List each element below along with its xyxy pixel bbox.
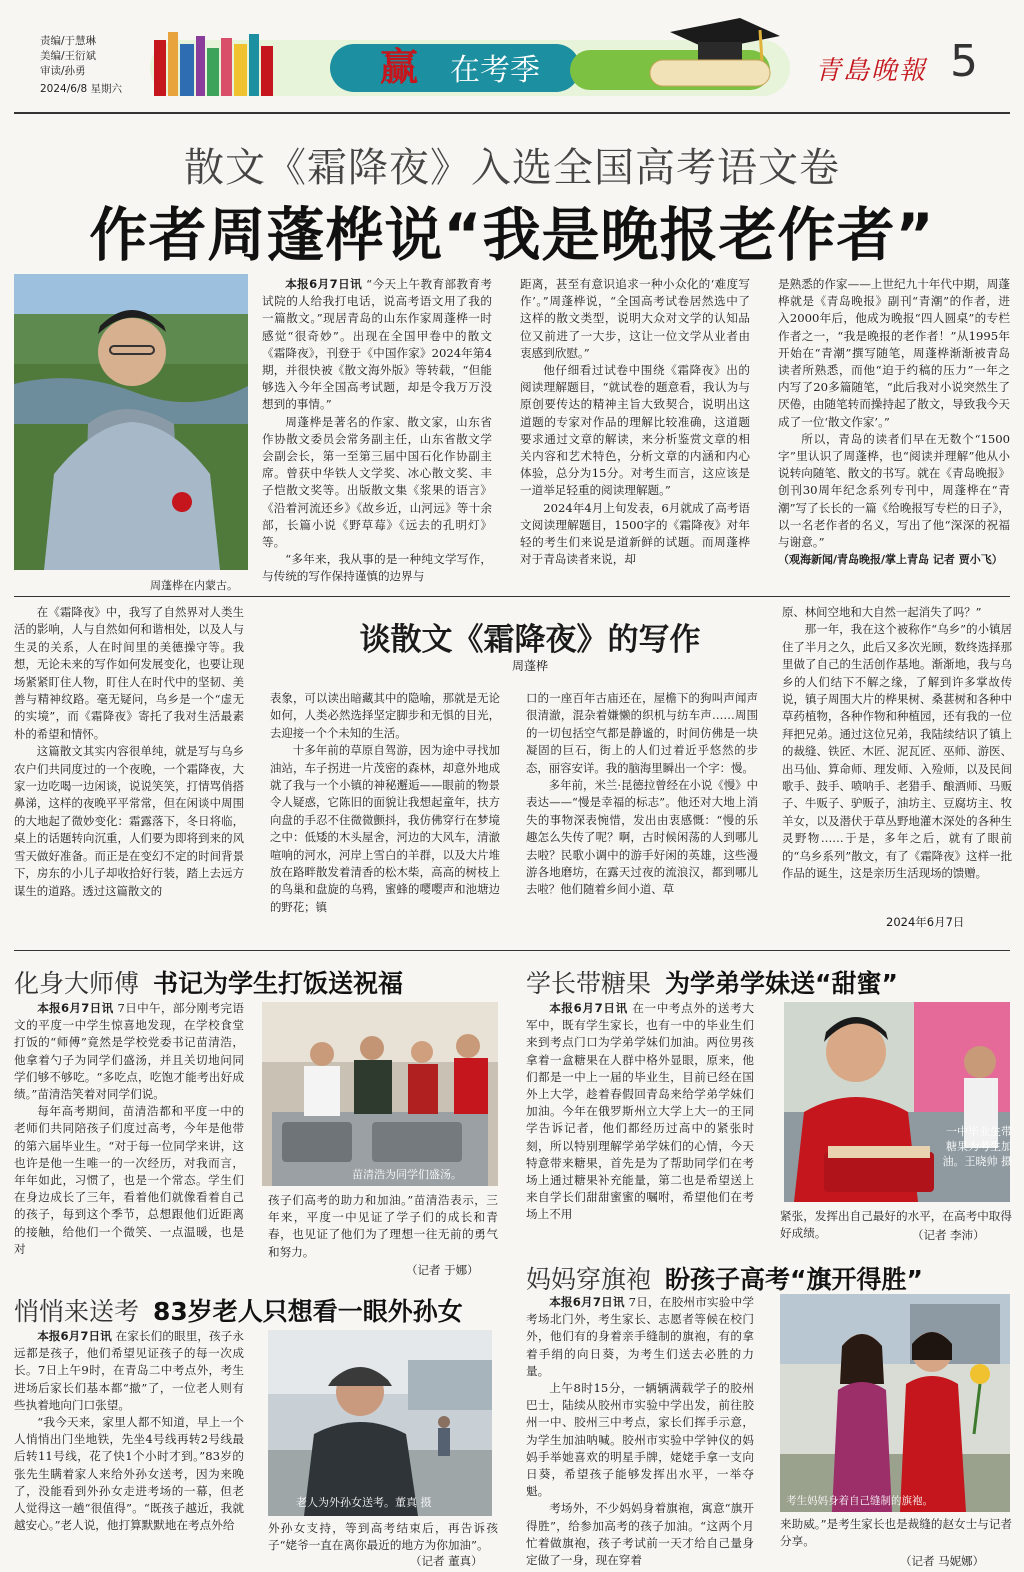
essay-paragraph: 表象，可以读出暗藏其中的隐喻，那就是无论如何，人类必然选择坚定脚步和无惧的目光，去迎接一个个未知的生活。 xyxy=(270,691,500,740)
story-text: 7日，在胶州市实验中学考场北门外，考生家长、志愿者等候在校门外，他们有的身着亲手缝制的旗袍，有的拿着手绢的向日葵，为考生们送去必胜的力量。 xyxy=(526,1295,754,1378)
story-paragraph: 紧张，发挥出自己最好的水平，在高考中取得好成绩。 xyxy=(780,1209,1012,1241)
section-divider xyxy=(14,596,1010,597)
qipao-photo-caption: 考生妈妈身着自己缝制的旗袍。 xyxy=(786,1495,933,1507)
story-kicker: 化身大师傅 xyxy=(14,969,140,998)
essay-col-3 xyxy=(526,690,758,934)
essay-paragraph: 那一年，我在这个被称作“乌乡”的小镇居住了半月之久，此后又多次光顾，数终选择那里做了自己的生活创作基地。渐渐地，我与乌乡的人们结下不解之缘，了解到许多掌故传说，镇子周围大片的桦果树、桑葚树和各种中草药植物，各种作物和种植园，还有我的一位拜把兄弟。通过这位兄弟，我陆续结识了镇上的裁缝、铁匠、木匠、泥瓦匠、巫师、游医、出马仙、算命师、理发师、入殓师，以及民间歌手、鼓手、喷呐手、老猎手、酿酒师、马贩子、牛贩子、驴贩子，油坊主、豆腐坊主、牧羊女，以及潜伏于草丛野地灌木深处的各种生灵野物……于是，多年之后，就有了眼前的“乌乡系列”散文，有了《霜降夜》这样一批作品的诞生，这是亲历生活现场的馈赠。 xyxy=(782,622,1012,881)
candy-photo xyxy=(784,1002,1010,1202)
story-title: 书记为学生打饭送祝福 xyxy=(153,969,404,998)
essay-col-1 xyxy=(14,604,244,934)
story-title: 为学弟学妹送“甜蜜” xyxy=(665,969,898,998)
essay-paragraph: 口的一座百年古庙还在，屋檐下的狗叫声闻声很清澈，混杂着嫌懒的织机与纺车声……周围的一切包括空气都是静谧的，时间仿佛是一块凝固的巨石，街上的人们过着近乎悠然的步态，丽容安详。我的脑海里瞬出一个字：慢。 xyxy=(526,691,758,775)
dateline: 本报6月7日讯 xyxy=(549,1295,625,1309)
candy-photo-caption: 一中毕业生带糖果为考生加油。王晓帅 摄 xyxy=(942,1125,1012,1168)
headline-title: 作者周蓬桦说“我是晚报老作者” xyxy=(89,201,935,269)
lead-story-byline: （观海新闻/青岛晚报/掌上青岛 记者 贾小飞） xyxy=(778,553,1003,567)
lead-story-col-2 xyxy=(520,276,750,586)
story-candy-heading xyxy=(526,964,898,1000)
essay-paragraph: 原、林间空地和大自然一起消失了吗？” xyxy=(782,605,982,619)
lead-story-col-3 xyxy=(778,276,1010,586)
dateline: 本报6月7日讯 xyxy=(285,277,363,291)
story-paragraph: 来助威。”是考生家长也是裁缝的赵女士与记者分享。 xyxy=(780,1517,1012,1549)
essay-paragraph: 十多年前的草原自驾游，因为途中寻找加油站，车子拐进一片茂密的森林，却意外地成就了我与一个小镇的神秘邂逅——眼前的物景令人疑惑，它陈旧的面貌让我想起童年，扶方向盘的手忍不住微微颤抖，我仿佛穿行在梦境之中：低矮的木头屋舍，河边的大风车，清澈喧响的河水，河岸上雪白的羊群，以及大片堆放在路畔散发着清香的松木柴，高高的树枝上的鸟巢和盘旋的乌鸦，蜜蜂的嘤嘤声和池塘边的野花；镇 xyxy=(270,743,500,914)
dateline: 本报6月7日讯 xyxy=(37,1001,114,1015)
banner-big-char: 赢 xyxy=(380,45,419,89)
story-master-heading xyxy=(14,964,403,1000)
story-byline: （记者 于娜） xyxy=(406,1263,479,1277)
story-paragraph: 每年高考期间，苗清浩都和平度一中的老师们共同陪孩子们度过高考，今年是他带的第六届毕业生。“对于每一位同学来讲，这也许是他一生唯一的一次经历，对我而言，年年如此，习惯了，也是一个常态。学生们在身边成长了三年，看着他们就像看着自己的孩子，每到这个季节，总想跟他们近距离的接触，给他们一个微笑、一点温暖，也是对 xyxy=(14,1104,244,1256)
story-kicker: 悄悄来送考 xyxy=(14,1297,140,1326)
masthead-meta xyxy=(40,34,122,97)
headline-kicker: 散文《霜降夜》入选全国高考语文卷 xyxy=(184,145,840,191)
story-title: 83岁老人只想看一眼外孙女 xyxy=(153,1297,463,1326)
lead-story-paragraph: 周蓬桦是著名的作家、散文家，山东省作协散文委员会常务副主任，山东省散文学会副会长，第一至第三届中国石化作协副主席。曾获中华铁人文学奖、冰心散文奖、丰子恺散文奖等。出版散文集《浆果的语言》《沿着河流还乡》《故乡近，山河远》等十余部，长篇小说《野草莓》《远去的孔明灯》等。 xyxy=(262,414,492,550)
section-divider xyxy=(14,950,1010,951)
story-byline: （记者 李沛） xyxy=(912,1228,985,1242)
editor-credit: 责编/于慧琳 xyxy=(40,35,97,47)
lead-story-paragraph: 是熟悉的作家——上世纪九十年代中期，周蓬桦就是《青岛晚报》副刊“青潮”的作者，进入2000年后，他成为晚报“四人圆桌”的专栏作者之一，“我是晚报的老作者！”从1995年开始在“青潮”撰写随笔，周蓬桦渐渐被青岛读者所熟悉，而他“迫于约稿的压力”一年之内写了20多篇随笔，“此后我对小说突然生了厌倦，由随笔转而操持起了散文，导致我今天成了一位‘散文作家’。” xyxy=(778,277,1010,429)
story-master-col-1 xyxy=(14,1000,244,1278)
story-kicker: 妈妈穿旗袍 xyxy=(526,1265,652,1294)
essay-paragraph: 在《霜降夜》中，我写了自然界对人类生活的影响，人与自然如何和谐相处，以及人与生灵的关系，人在时间里的美德操守等。我想，无论未来的写作如何发展变化，也要让现场紧紧盯住人物，盯住人在时代中的坚韧、美善与精神纹路。毫无疑问，乌乡是一个“虚无的实境”，而《霜降夜》寄托了我对生活最素朴的希望和情怀。 xyxy=(14,605,244,741)
lead-story-paragraph: 距离，甚至有意识追求一种小众化的‘难度写作’。”周蓬桦说，“全国高考试卷居然选中了这样的散文类型，说明大众对文学的认知品位又前进了一大步，这让一位文学从业者由衷感到欣慰。” xyxy=(520,277,750,360)
story-elder-col-1 xyxy=(14,1328,244,1572)
lead-story-paragraph: 所以，青岛的读者们早在无数个“1500字”里认识了周蓬桦，也“阅读并理解”他从小说转向随笔、散文的书写。就在《青岛晚报》创刊30周年纪念系列专刊中，周蓬桦在“青潮”写了长长的一篇《给晚报写专栏的日子》，以一名老作者的名义，写出了他“深深的祝福与谢意。” xyxy=(778,431,1010,550)
story-kicker: 学长带糖果 xyxy=(526,969,652,998)
reviewer-credit: 审读/孙勇 xyxy=(40,65,86,77)
story-candy-col-1 xyxy=(526,1000,754,1246)
story-text: 在家长们的眼里，孩子永远都是孩子，他们希望见证孩子的每一次成长。7日上午9时，在青岛二中考点外，考生进场后家长们基本都“撤”了，一位老人则有些执着地向门口张望。 xyxy=(14,1329,244,1412)
essay-date: 2024年6月7日 xyxy=(886,915,965,929)
qipao-photo xyxy=(780,1294,1010,1512)
author-photo xyxy=(14,274,248,570)
story-qipao-col-2 xyxy=(780,1516,1012,1552)
designer-credit: 美编/王衍斌 xyxy=(40,50,97,62)
lead-story-paragraph: 2024年4月上旬发表，6月就成了高考语文阅读理解题目，1500字的《霜降夜》对年轻的考生们来说是道新鲜的试题。而周蓬桦对于青岛读者来说，却 xyxy=(520,500,750,567)
canteen-photo xyxy=(262,1002,498,1186)
essay-col-2 xyxy=(270,690,500,934)
essay-paragraph: 这篇散文其实内容很单纯，就是写与乌乡农户们共同度过的一个夜晚，一个霜降夜，大家一边吃喝一边闲谈，说说笑笑，打情骂俏搭鼻涕，这样的夜晚平平常常，但在闲谈中周围的大地起了微妙变化：霜露落下，冬日将临，桌上的话题转向沉重，人们要为即将到来的风雪天做好准备。而正是在变幻不定的时间背景下，房东的小儿子却收拾好行装，踏上去远方谋生的道路。透过这篇散文的 xyxy=(14,744,244,898)
story-qipao-heading xyxy=(526,1260,923,1296)
elder-photo-caption: 老人为外孙女送考。董真 摄 xyxy=(296,1496,432,1509)
story-paragraph: 外孙女支持，等到高考结束后，再告诉孩子“姥爷一直在离你最近的地方为你加油”。 xyxy=(268,1521,498,1553)
issue-date: 2024/6/8 星期六 xyxy=(40,83,122,95)
essay-paragraph: 多年前，米兰·昆德拉曾经在小说《慢》中表达——“慢是幸福的标志”。他还对大地上消失的事物深表惋惜，发出由衷感慨：“慢的乐趣怎么失传了呢？啊，古时候闲荡的人到哪儿去啦？民歌小调中的游手好闲的英雄，这些漫游各地磨坊，在露天过夜的流浪汉，都到哪儿去啦？他们随着乡间小道、草 xyxy=(526,778,758,897)
lead-story-text: “今天上午教育部教育考试院的人给我打电话，说高考语文用了我的一篇散文。”现居青岛的山东作家周蓬桦一时感觉“很奇妙”。出现在全国甲卷中的散文《霜降夜》，刊登于《中国作家》2024年第4期，并很快被《散文海外版》等转载，“但能够选入今年全国高考试题，却是令我万万没想到的事情。” xyxy=(262,277,492,412)
essay-title: 谈散文《霜降夜》的写作 xyxy=(359,622,701,658)
story-paragraph: “我今天来，家里人都不知道，早上一个人悄悄出门坐地铁，先坐4号线再转2号线最后转11号线，花了快1个小时才到。”83岁的张先生瞒着家人来给外孙女送考，因为来晚了，没能看到外孙女走进考场的一幕，但老人觉得这一趟“很值得”。“既孩子越近，我就越安心。”老人说，他打算默默地在考点外给 xyxy=(14,1415,244,1533)
dateline: 本报6月7日讯 xyxy=(37,1329,112,1343)
essay-col-4 xyxy=(782,604,1012,916)
essay-author: 周蓬桦 xyxy=(511,659,548,673)
story-paragraph: 上午8时15分，一辆辆满载学子的胶州巴士，陆续从胶州市实验中学出发，前往胶州一中、胶州三中考点，家长们挥手示意，为学生加油呐喊。胶州市实验中学钟仪的妈妈手举她喜欢的明星手牌，姥姥手拿一支向日葵，希望孩子能够发挥出水平，一举夺魁。 xyxy=(526,1381,754,1499)
dateline: 本报6月7日讯 xyxy=(549,1001,628,1015)
elder-photo xyxy=(268,1330,492,1516)
story-byline: （记者 马妮娜） xyxy=(900,1554,985,1568)
story-qipao-col-1 xyxy=(526,1294,754,1572)
lead-story-paragraph: 他仔细看过试卷中围绕《霜降夜》出的阅读理解题目，“就试卷的题意看，我认为与原创要传达的精神主旨大致契合，说明出这道题的专家对作品的理解比较准确，这道题要求通过文章的解读，来分析鉴赏文章的相关内容和艺术特色，分析文章的内涵和内心体验，总分为15分。对考生而言，这应该是一道举足轻重的阅读理解题。” xyxy=(520,363,750,498)
header-divider xyxy=(14,112,1010,114)
section-banner xyxy=(150,14,790,100)
page-number: 5 xyxy=(950,36,978,87)
story-text: 在一中考点外的送考大军中，既有学生家长，也有一中的毕业生们来到考点门口为学弟学妹们加油。两位男孩拿着一盒糖果在人群中格外显眼，原来，他们都是一中上一届的毕业生，目前已经在国外上大学，趁着春假回青岛来给学弟学妹们加油。今年在俄罗斯州立大学上大一的王同学告诉记者，他们都经历过高中的紧张时刻，所以特别理解学弟学妹们的心情，今天特意带来糖果，首先是为了帮助同学们在考场上通过糖果补充能量，第二也是希望送上来自学长们甜甜蜜蜜的嘱咐，希望他们在考场上不用 xyxy=(526,1001,754,1222)
story-elder-heading xyxy=(14,1292,463,1328)
canteen-photo-caption: 苗清浩为同学们盛汤。 xyxy=(352,1168,462,1181)
lead-story-paragraph: “多年来，我从事的是一种纯文学写作，与传统的写作保持谨慎的边界与 xyxy=(262,552,492,584)
banner-text: 在考季 xyxy=(450,53,540,88)
author-photo-caption: 周蓬桦在内蒙古。 xyxy=(150,579,238,592)
story-paragraph: 考场外，不少妈妈身着旗袍，寓意“旗开得胜”，给参加高考的孩子加油。“这两个月忙着做旗袍，孩子考试前一天才给自己量身定做了一身，现在穿着 xyxy=(526,1501,754,1568)
story-paragraph: 孩子们高考的助力和加油。”苗清浩表示，三年来，平度一中见证了学子们的成长和青春，也见证了他们为了理想一往无前的勇气和努力。 xyxy=(268,1193,498,1259)
newspaper-logo: 青島晚報 xyxy=(815,56,928,86)
story-byline: （记者 董真） xyxy=(410,1554,483,1568)
story-text: 7日中午，部分刚考完语文的平度一中学生惊喜地发现，在学校食堂打饭的“师傅”竟然是学校党委书记苗清浩，他拿着勺子为同学们盛汤，并且关切地问同学们够不够吃。“多吃点，吃饱才能考出好成绩。”苗清浩笑着对同学们说。 xyxy=(14,1001,244,1102)
story-title: 盼孩子高考“旗开得胜” xyxy=(665,1265,923,1294)
story-master-col-2 xyxy=(268,1192,498,1262)
lead-story-col-1 xyxy=(262,276,492,586)
